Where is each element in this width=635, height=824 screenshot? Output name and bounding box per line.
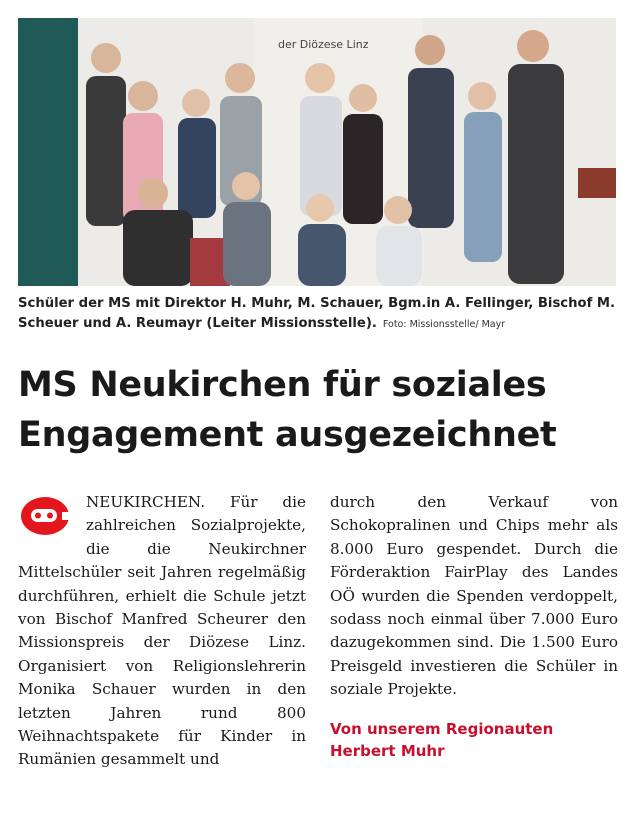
group-photo bbox=[18, 18, 616, 286]
author-line-2: Herbert Muhr bbox=[330, 741, 445, 760]
article-headline: MS Neukirchen für soziales Engagement ausgezeichnet bbox=[18, 365, 557, 455]
author-line-1: Von unserem Regionauten bbox=[330, 719, 554, 738]
photo-caption bbox=[18, 294, 618, 335]
banner-text: der Diözese Linz bbox=[278, 38, 369, 51]
caption-text: Schüler der MS mit Direktor H. Muhr, M. Schauer, Bgm.in A. Fellinger, Bischof M. Scheuer und A. Reumayr (Leiter Missionsstelle). bbox=[18, 296, 616, 331]
photo-credit: Foto: Missionsstelle/ Mayr bbox=[382, 319, 506, 330]
article-column-1 bbox=[18, 491, 306, 772]
regionauten-logo-icon bbox=[18, 493, 80, 539]
column-2-text: durch den Verkauf von Schokopralinen und Chips mehr als 8.000 Euro gespendet. Durch die Förderaktion FairPlay des Landes OÖ wurden die Spenden verdoppelt, sodass noch einmal über 7.000 Euro dazugekommen sind. Die 1.500 Euro Preisgeld investieren die Schüler in soziale Projekte. bbox=[330, 493, 618, 699]
column-1-text: NEUKIRCHEN. Für die zahlreichen Sozialprojekte, die die Neukirchner Mittelschüler seit Jahren regelmäßig durchführen, erhielt die Schule jetzt von Bischof Manfred Scheurer den Missionspreis der Diözese Linz. Organisiert von Religionslehrerin Monika Schauer wurden in den letzten Jahren rund 800 Weihnachtspakete für Kinder in Rumänien gesammelt und bbox=[18, 493, 306, 769]
author-credit bbox=[330, 718, 618, 762]
photo-illustration bbox=[18, 18, 616, 286]
article-column-2 bbox=[330, 491, 618, 762]
